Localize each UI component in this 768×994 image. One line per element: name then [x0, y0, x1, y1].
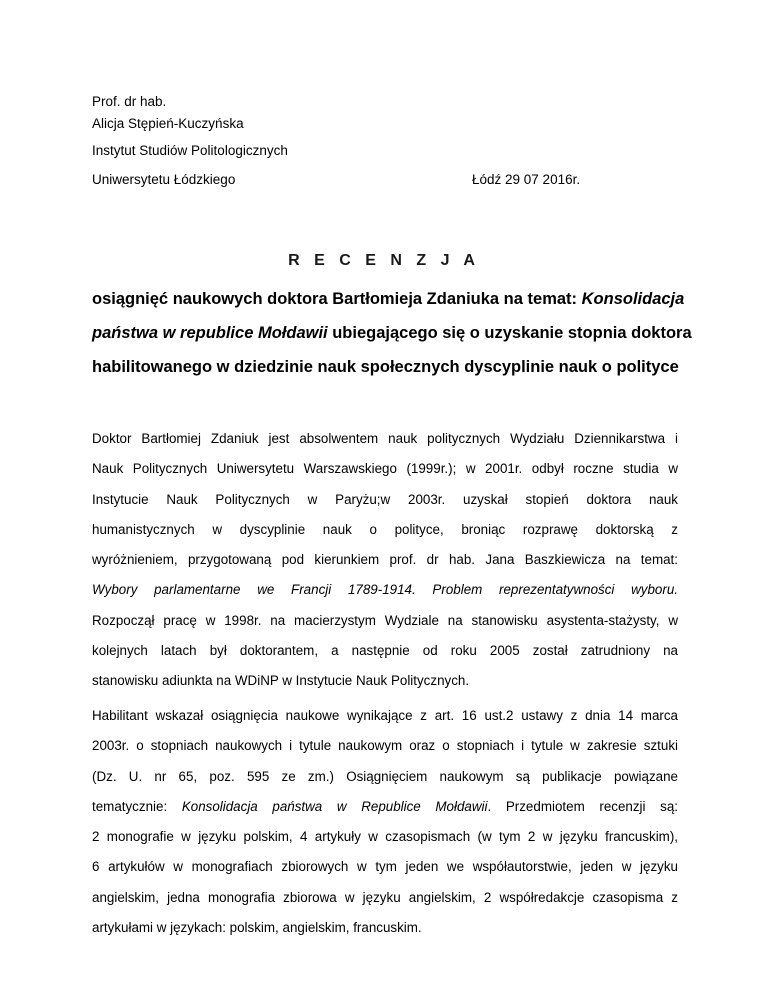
- author-name: Alicja Stępień-Kuczyńska: [92, 116, 244, 131]
- text-line: angielskim, jedna monografia zbiorowa w języku angielskim, 2 współredakcje czasopisma z: [92, 889, 678, 905]
- text-line: Habilitant wskazał osiągnięcia naukowe wynikające z art. 16 ust.2 ustawy z dnia 14 marca: [92, 708, 678, 723]
- document-title: R E C E N Z J A: [288, 252, 480, 269]
- text-line: [92, 792, 678, 822]
- text-line: Nauk Politycznych Uniwersytetu Warszawskiego (1999r.); w 2001r. odbył roczne studia w: [92, 461, 678, 477]
- subject-text: ubiegającego się o uzyskanie stopnia doktora: [327, 324, 692, 342]
- text-line: Doktor Bartłomiej Zdaniuk jest absolwentem nauk politycznych Wydziału Dziennikarstwa i: [92, 431, 678, 446]
- text-line: 6 artykułów w monografiach zbiorowych w tym jeden we współautorstwie, jeden w języku: [92, 859, 678, 875]
- text-segment: . Przedmiotem recenzji są:: [487, 798, 678, 814]
- text-line: Instytucie Nauk Politycznych w Paryżu;w 2003r. uzyskał stopień doktora nauk: [92, 491, 678, 507]
- author-institute: Instytut Studiów Politologicznych: [92, 143, 288, 158]
- text-line: [92, 575, 678, 605]
- review-subject: [92, 282, 692, 384]
- achievement-title-italic: Konsolidacja państwa w Republice Mołdawii: [181, 798, 488, 814]
- subject-title-italic: Konsolidacja: [581, 290, 685, 308]
- dissertation-title: Wybory parlamentarne we Francji 1789-1914. Problem reprezentatywności wyboru.: [92, 582, 678, 598]
- text-line: kolejnych latach był doktorantem, a następnie od roku 2005 został zatrudniony na: [92, 643, 678, 659]
- text-line: stanowisku adiunkta na WDiNP w Instytucie Nauk Politycznych.: [92, 673, 470, 689]
- subject-line-2: [92, 316, 692, 350]
- text-line: humanistycznych w dyscyplinie nauk o polityce, broniąc rozprawę doktorską z: [92, 521, 678, 537]
- text-line: wyróżnieniem, przygotowaną pod kierunkiem prof. dr hab. Jana Baszkiewicza na temat:: [92, 552, 678, 568]
- paragraph-achievements: [92, 701, 678, 943]
- text-line: (Dz. U. nr 65, poz. 595 ze zm.) Osiągnięciem naukowym są publikacje powiązane: [92, 768, 678, 784]
- subject-text: osiągnięć naukowych doktora Bartłomieja Zdaniuka na temat:: [92, 290, 582, 308]
- subject-title-italic: państwa w republice Mołdawii: [92, 324, 328, 342]
- text-line: Rozpoczął pracę w 1998r. na macierzystym Wydziale na stanowisku asystenta-stażysty, w: [92, 612, 678, 628]
- paragraph-biography: [92, 424, 678, 697]
- text-line: artykułami w językach: polskim, angielskim, francuskim.: [92, 920, 422, 936]
- subject-line-3: habilitowanego w dziedzinie nauk społecznych dyscyplinie nauk o polityce: [92, 358, 679, 376]
- author-title: Prof. dr hab.: [92, 94, 167, 109]
- place-date: Łódź 29 07 2016r.: [472, 172, 581, 187]
- author-university: Uniwersytetu Łódzkiego: [92, 172, 236, 187]
- text-line: 2003r. o stopniach naukowych i tytule naukowym oraz o stopniach i tytule w zakresie sztuki: [92, 738, 678, 754]
- text-line: 2 monografie w języku polskim, 4 artykuły w czasopismach (w tym 2 w języku francuskim),: [92, 829, 678, 845]
- text-segment: tematycznie:: [92, 798, 182, 814]
- subject-line-1: [92, 282, 685, 316]
